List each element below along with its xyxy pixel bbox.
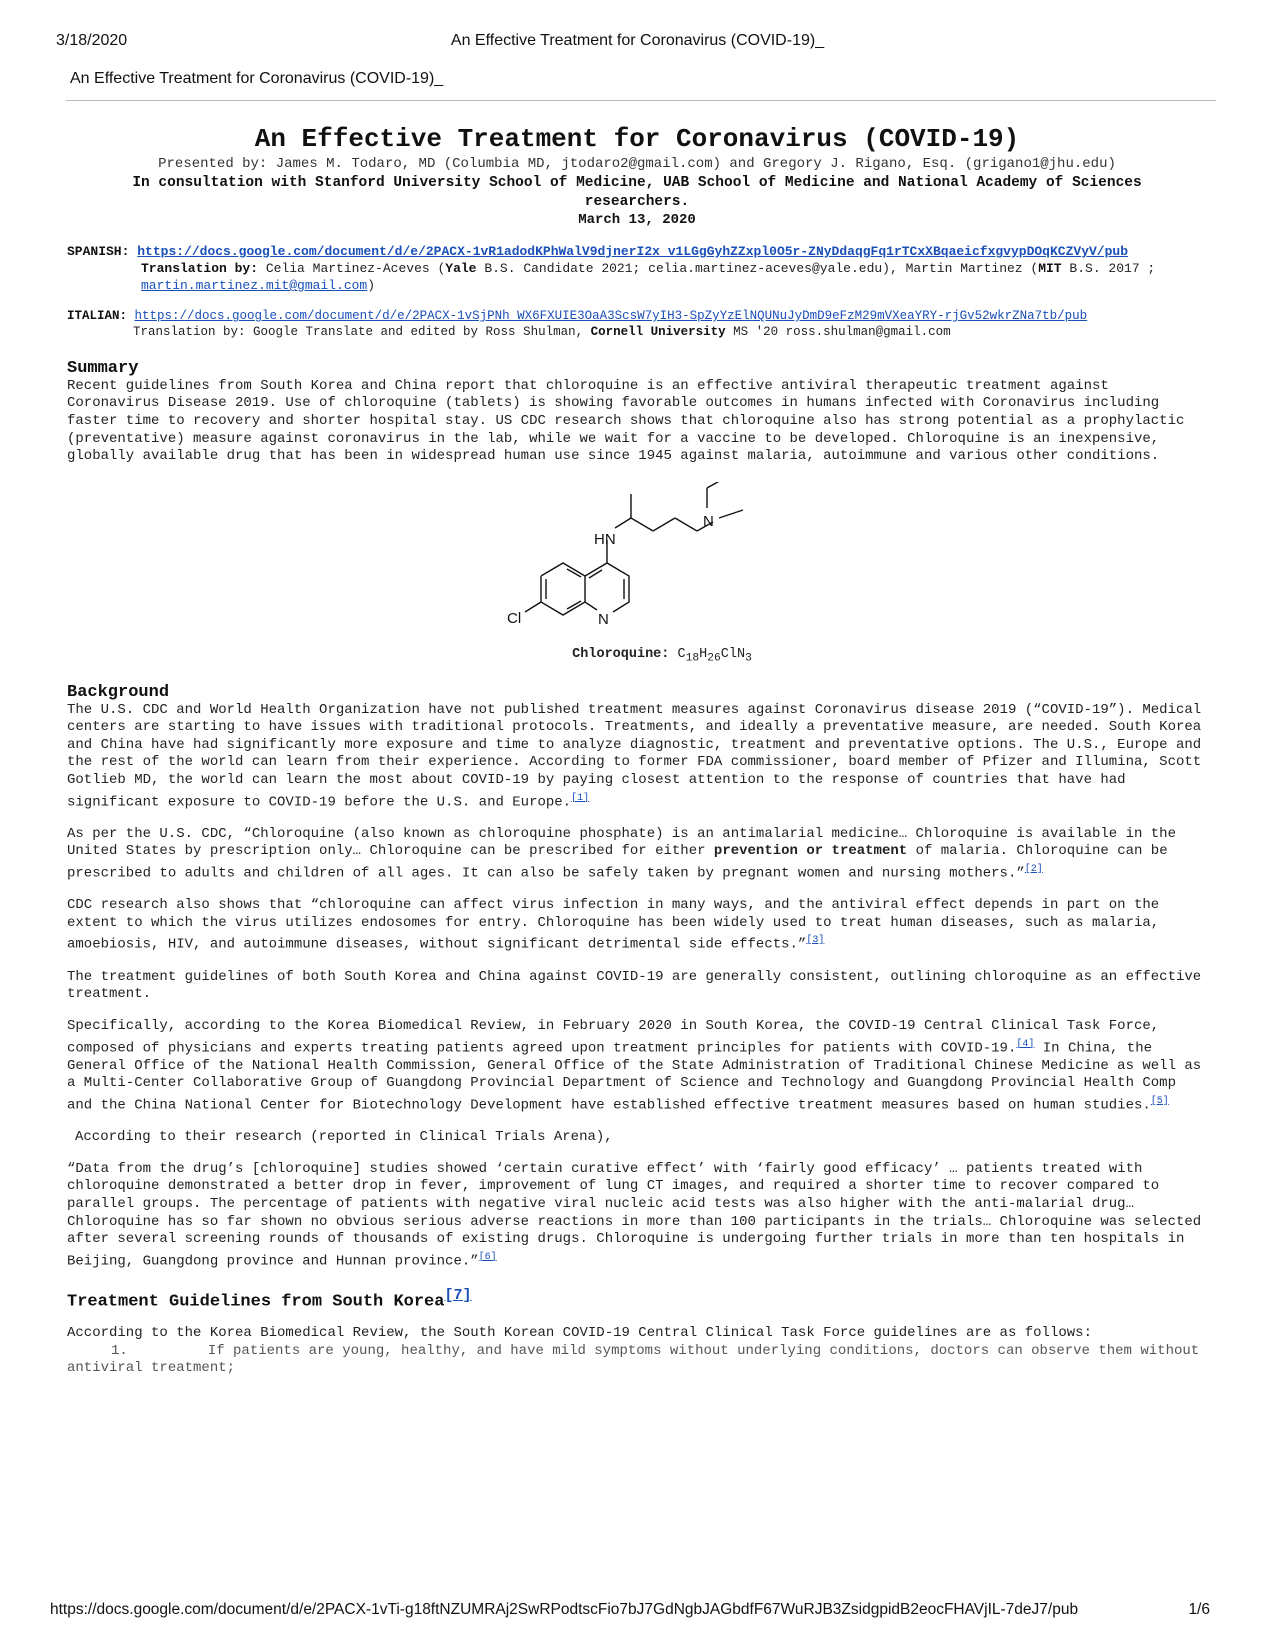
list-item [67, 1343, 1207, 1378]
background-paragraph-2: As per the U.S. CDC, “Chloroquine (also known as chloroquine phosphate) is an antimalarial medicine… Chloroquine is available in the United States by prescription only… Chloroquine can be prescribed for either prevention or treatment of malaria. Chloroquine can be prescribed to adults and children of all ages. It can also be safely taken by pregnant women and nursing mothers.”[2] [67, 825, 1176, 882]
spanish-label: SPANISH: [67, 244, 130, 260]
footnote-4-link[interactable]: [4] [1016, 1038, 1035, 1050]
list-item-number: 1. [111, 1342, 128, 1359]
amine-n-label: N [703, 512, 714, 530]
translator-text-3: B.S. 2017 ; [1069, 261, 1156, 277]
print-date: 3/18/2020 [56, 32, 128, 49]
footnote-7-link[interactable]: [7] [444, 1287, 472, 1304]
translation-by-label: Translation by: [141, 261, 259, 277]
guidelines-intro: According to the Korea Biomedical Review, the South Korean COVID-19 Central Clinical Task Force guidelines are as follows: [67, 1325, 1092, 1342]
translator-text-1: Celia Martinez-Aceves ( [265, 261, 446, 277]
italian-link[interactable]: https://docs.google.com/document/d/e/2PACX-1vSjPNh_WX6FXUIE3OaA3ScsW7yIH3-SpZyYzElNQUNuJyDmD9eFzM29mVXeaYRY-rjGv52wkrZNa7tb/pub [134, 309, 1088, 324]
page-url: https://docs.google.com/document/d/e/2PACX-1vTi-g18ftNZUMRAj2SwRPodtscFio7bJ7GdNgbJAGbdfF67WuRJB3ZsidgpidB2eocFHAVjIL-7deJ7/pub [50, 1601, 1079, 1618]
footnote-5-link[interactable]: [5] [1150, 1095, 1169, 1107]
doc-subtitle: An Effective Treatment for Coronavirus (COVID-19)_ [70, 70, 444, 87]
cl-label: Cl [507, 609, 522, 627]
list-item-text: If patients are young, healthy, and have mild symptoms without underlying conditions, doctors can observe them without antiviral treatment; [67, 1342, 1200, 1377]
page-title: An Effective Treatment for Coronavirus (COVID-19) [254, 124, 1020, 154]
italian-translators [67, 324, 1207, 340]
chloroquine-diagram [67, 482, 1207, 646]
martin-email-link[interactable]: martin.martinez.mit@gmail.com [141, 278, 368, 294]
translator-text-2: B.S. Candidate 2021; celia.martinez-aceves@yale.edu), Martin Martinez ( [484, 261, 1039, 277]
footnote-2-link[interactable]: [2] [1024, 864, 1043, 876]
page-number: 1/6 [1188, 1601, 1210, 1618]
background-paragraph-4: The treatment guidelines of both South Korea and China against COVID-19 are generally consistent, outlining chloroquine as an effective treatment. [67, 968, 1202, 1003]
summary-paragraph: Recent guidelines from South Korea and China report that chloroquine is an effective antiviral therapeutic treatment against Coronavirus Disease 2019. Use of chloroquine (tablets) is showing favorable outcomes in humans infected with Coronavirus including faster time to recovery and shorter hospital stay. US CDC research shows that chloroquine also has strong potential as a prophylactic (preventative) measure against coronavirus in the lab, while we wait for a vaccine to be developed. Chloroquine is an inexpensive, globally available drug that has been in widespread human use since 1945 against malaria, autoimmune and various other conditions. [67, 377, 1185, 465]
background-paragraph-3: CDC research also shows that “chloroquine can affect virus infection in many ways, and the antiviral effect depends in part on the extent to which the virus utilizes endosomes for entry. Chloroquine has been widely used to treat human diseases, such as malaria, amoebiosis, HIV, and autoimmune diseases, without significant detrimental side effects.”[3] [67, 897, 1160, 954]
background-paragraph-1: The U.S. CDC and World Health Organization have not published treatment measures against Coronavirus disease 2019 (“COVID-19”). Medical centers are starting to have issues with traditional protocols. Treatments, and ideally a preventative measure, are needed. South Korea and China have had significantly more exposure and time to analyze diagnostic, treatment and preventative options. The U.S., Europe and the rest of the world can learn from their experience. According to former FDA commissioner, board member of Pfizer and Illumina, Scott Gotlieb MD, the world can learn the most about COVID-19 by paying closest attention to the response of countries that have had significant exposure to COVID-19 before the U.S. and Europe.[1] [67, 701, 1202, 811]
presented-by: Presented by: James M. Todaro, MD (Columbia MD, jtodaro2@gmail.com) and Gregory J. Rigano, Esq. (grigano1@jhu.edu) [158, 156, 1116, 172]
background-heading: Background [67, 683, 170, 703]
footnote-6-link[interactable]: [6] [478, 1251, 497, 1263]
document-date: March 13, 2020 [578, 211, 696, 228]
background-quote: “Data from the drug’s [chloroquine] studies showed ‘certain curative effect’ with ‘fairly good efficacy’ … patients treated with chloroquine demonstrated a better drop in fever, improvement of lung CT images, and required a shorter time to recover compared to parallel groups. The percentage of patients with negative viral nucleic acid tests was also higher with the anti-malarial drug… Chloroquine has so far shown no obvious serious adverse reactions in more than 100 participants in the trials… Chloroquine was selected after several screening rounds of thousands of existing drugs. Chloroquine is undergoing further trials in more than ten hospitals in Beijing, Guangdong province and Hunnan province.”[6] [67, 1160, 1202, 1270]
print-title: An Effective Treatment for Coronavirus (COVID-19)_ [450, 32, 825, 49]
mit-text: MIT [1038, 261, 1062, 277]
cornell-text: Cornell University [590, 325, 726, 340]
figure-caption [67, 646, 1207, 668]
document-body [67, 118, 1207, 1378]
chemical-formula: $C_{18}H_{26}ClN_3$ [677, 646, 752, 665]
translator-text-4: ) [367, 278, 376, 294]
consultation-note: In consultation with Stanford University School of Medicine, UAB School of Medicine and National Academy of Sciences researchers. [132, 174, 1142, 210]
background-paragraph-5: Specifically, according to the Korea Biomedical Review, in February 2020 in South Korea, the COVID-19 Central Clinical Task Force, composed of physicians and experts treating patients agreed upon treatment principles for patients with COVID-19.[4] In China, the General Office of the National Health Commission, General Office of the State Administration of Traditional Chinese Medicine as well as a Multi-Center Collaborative Group of Guangdong Provincial Department of Science and Technology and Guangdong Provincial Health Comp and the China National Center for Biotechnology Development have established effective treatment measures based on human studies.[5] [67, 1017, 1202, 1114]
header-divider [66, 100, 1216, 101]
background-paragraph-6: According to their research (reported in Clinical Trials Arena), [75, 1129, 613, 1146]
italian-label: ITALIAN: [67, 309, 128, 324]
hn-label: HN [594, 530, 616, 548]
guidelines-heading: Treatment Guidelines from South Korea[7] [67, 1287, 472, 1312]
italian-translation [67, 308, 1207, 340]
caption-label: Chloroquine: [572, 646, 670, 662]
footnote-1-link[interactable]: [1] [571, 792, 590, 804]
italian-translator-text-2: MS '20 ross.shulman@gmail.com [733, 325, 951, 340]
footnote-3-link[interactable]: [3] [806, 935, 825, 947]
summary-heading: Summary [67, 359, 139, 379]
ring-n-label: N [598, 610, 609, 628]
yale-text: Yale [445, 261, 477, 277]
spanish-translators [67, 260, 1207, 294]
chloroquine-structure [67, 482, 1207, 646]
italian-translator-text-1: Translation by: Google Translate and edited by Ross Shulman, [133, 325, 584, 340]
spanish-translation [67, 243, 1207, 294]
spanish-link[interactable]: https://docs.google.com/document/d/e/2PACX-1vR1adodKPhWalV9djnerI2x_v1LGgGyhZZxpl0O5r-ZNyDdaqgFq1rTCxXBqaeicfxgvypDOqKCZVyV/pub [137, 244, 1128, 260]
